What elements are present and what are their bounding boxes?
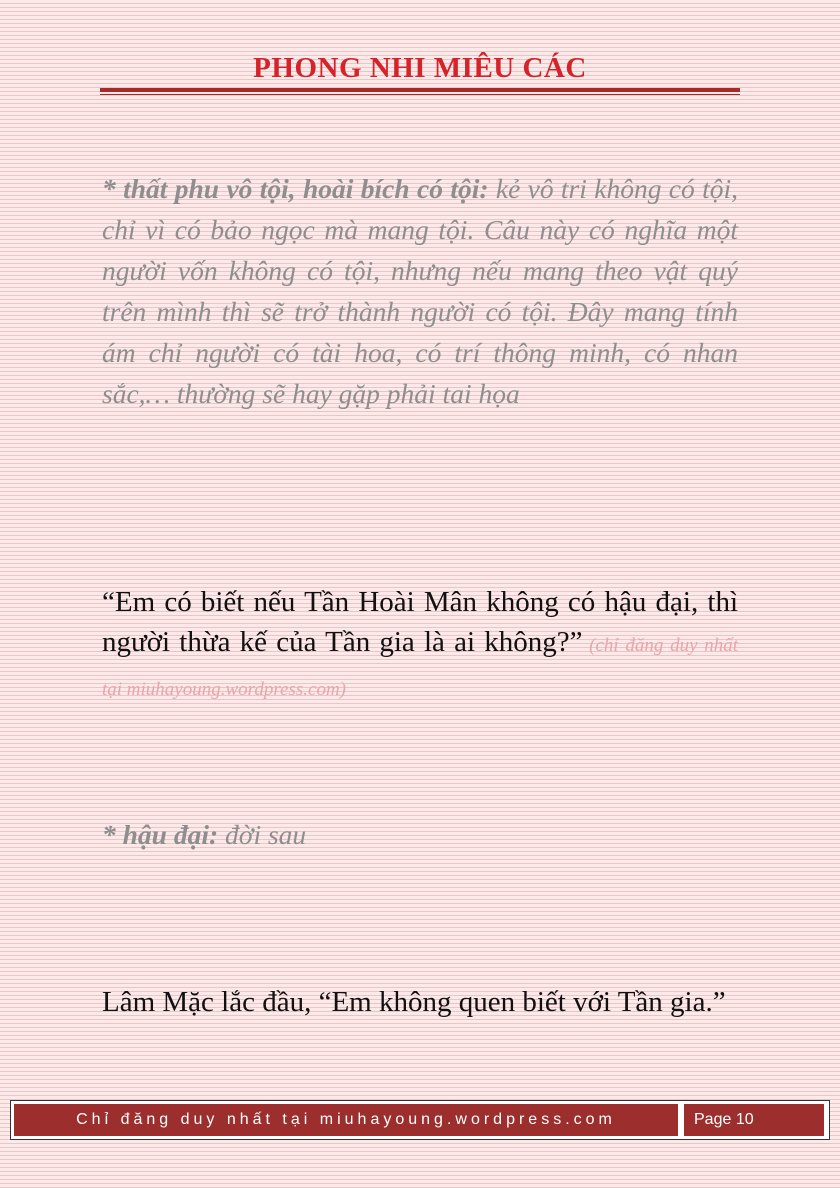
- page-footer: [10, 1100, 830, 1140]
- paragraph-text: Lâm Mặc lắc đầu, “Em không quen biết với Tần gia.”: [102, 986, 726, 1018]
- header-rule-thin: [100, 94, 740, 95]
- footer-notice: Chỉ đăng duy nhất tại miuhayoung.wordpress.com: [14, 1104, 678, 1136]
- page-number: Page 10: [684, 1104, 824, 1136]
- footnote-definition: kẻ vô tri không có tội, chỉ vì có bảo ngọc mà mang tội. Câu này có nghĩa một người vốn không có tội, nhưng nếu mang theo vật quý trên mình thì sẽ trở thành người có tội. Đây mang tính ám chỉ người có tài hoa, có trí thông minh, có nhan sắc,… thường sẽ hay gặp phải tai họa: [102, 173, 739, 409]
- page-header: PHONG NHI MIÊU CÁC: [253, 52, 587, 84]
- footnote-definition: đời sau: [218, 819, 307, 850]
- footnote-term: * hậu đại:: [102, 819, 219, 850]
- story-paragraph-question: [102, 582, 738, 710]
- watermark-text: (chỉ đăng duy nhất tại miuhayoung.wordpress.com): [102, 635, 738, 700]
- story-paragraph-answer: [102, 982, 738, 1022]
- footnote-term: * thất phu vô tội, hoài bích có tội:: [102, 173, 489, 204]
- header-rule-thick: [100, 88, 740, 92]
- paragraph-text: “Em có biết nếu Tần Hoài Mân không có hậu đại, thì người thừa kế của Tần gia là ai không?”: [102, 586, 738, 658]
- footnote-that-phu: [102, 168, 738, 414]
- footnote-hau-dai: [102, 814, 738, 855]
